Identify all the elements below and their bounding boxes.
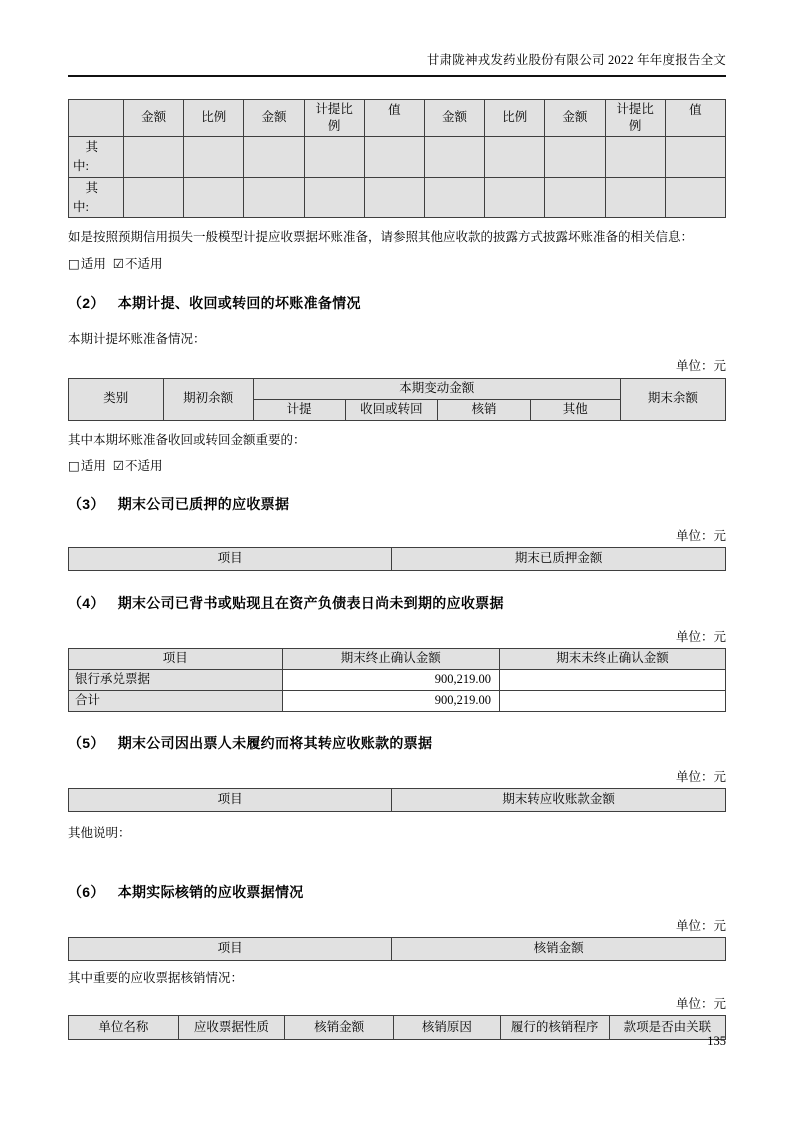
section-6-heading bbox=[68, 882, 726, 902]
amount-cell: 900,219.00 bbox=[282, 669, 499, 690]
table-header-row bbox=[69, 1015, 726, 1039]
table-cell bbox=[244, 137, 304, 178]
table-cell bbox=[304, 177, 364, 218]
report-header-title: 甘肃陇神戎发药业股份有限公司 2022 年年度报告全文 bbox=[68, 50, 726, 77]
section-title: 期末公司因出票人未履约而将其转应收账款的票据 bbox=[117, 734, 433, 751]
section-number: （3） bbox=[68, 495, 105, 512]
row-label-cell: 其中: bbox=[69, 137, 124, 178]
table-cell bbox=[545, 137, 605, 178]
unit-label: 单位：元 bbox=[675, 996, 726, 1011]
column-header: 计提比例 bbox=[605, 100, 665, 137]
option-label: 适用 bbox=[80, 458, 106, 473]
column-header: 计提 bbox=[253, 399, 345, 420]
column-header: 期初余额 bbox=[163, 378, 253, 420]
section-title: 期末公司已背书或贴现且在资产负债表日尚未到期的应收票据 bbox=[117, 594, 504, 611]
table-row bbox=[69, 690, 726, 711]
checkbox-checked-icon: ☑ bbox=[112, 457, 125, 473]
column-header: 金额 bbox=[124, 100, 184, 137]
section-number: （4） bbox=[68, 594, 105, 611]
column-header: 期末终止确认金额 bbox=[282, 648, 499, 669]
amount-cell bbox=[499, 690, 725, 711]
table-cell bbox=[184, 137, 244, 178]
section-5-heading bbox=[68, 733, 726, 753]
bad-debt-model-note: 如是按照预期信用损失一般模型计提应收票据坏账准备，请参照其他应收款的披露方式披露坏账准备的相关信息： bbox=[68, 230, 694, 245]
table-cell bbox=[485, 177, 545, 218]
option-label: 不适用 bbox=[125, 256, 163, 271]
table-cell bbox=[124, 137, 184, 178]
column-header: 值 bbox=[364, 100, 424, 137]
row-label-cell: 银行承兑票据 bbox=[69, 669, 283, 690]
column-header: 期末未终止确认金额 bbox=[499, 648, 725, 669]
row-label-cell: 其中: bbox=[69, 177, 124, 218]
column-header: 金额 bbox=[424, 100, 484, 137]
column-header: 期末已质押金额 bbox=[392, 547, 726, 570]
section-title: 本期实际核销的应收票据情况 bbox=[117, 883, 304, 900]
table-cell bbox=[605, 137, 665, 178]
column-header: 金额 bbox=[244, 100, 304, 137]
unit-label: 单位：元 bbox=[675, 358, 726, 373]
table-cell bbox=[665, 177, 725, 218]
column-header: 期末转应收账款金额 bbox=[392, 788, 726, 811]
section-number: （6） bbox=[68, 883, 105, 900]
other-notes-label: 其他说明： bbox=[68, 825, 131, 840]
table-cell bbox=[364, 177, 424, 218]
table-header-row bbox=[69, 100, 726, 137]
table-header-row bbox=[69, 788, 726, 811]
column-header: 核销原因 bbox=[394, 1015, 500, 1039]
table-cell bbox=[124, 177, 184, 218]
table-header-row bbox=[69, 378, 726, 399]
section-number: （2） bbox=[68, 294, 105, 311]
column-header: 应收票据性质 bbox=[178, 1015, 284, 1039]
table-row bbox=[69, 177, 726, 218]
column-header: 计提比例 bbox=[304, 100, 364, 137]
table-header-row bbox=[69, 937, 726, 960]
unit-label: 单位：元 bbox=[675, 769, 726, 784]
option-not-applicable bbox=[113, 459, 163, 473]
column-header: 期末余额 bbox=[620, 378, 725, 420]
bad-debt-provision-continuation-table bbox=[68, 99, 726, 218]
column-header: 金额 bbox=[545, 100, 605, 137]
checkbox-checked-icon: ☑ bbox=[112, 255, 125, 271]
column-header: 款项是否由关联 bbox=[609, 1015, 725, 1039]
column-header: 单位名称 bbox=[69, 1015, 179, 1039]
writeoff-detail-table bbox=[68, 1015, 726, 1040]
column-header: 比例 bbox=[184, 100, 244, 137]
column-header: 值 bbox=[665, 100, 725, 137]
unit-label: 单位：元 bbox=[675, 918, 726, 933]
transferred-to-receivables-table bbox=[68, 788, 726, 812]
endorsed-discounted-notes-table bbox=[68, 648, 726, 712]
option-label: 不适用 bbox=[125, 458, 163, 473]
column-header: 类别 bbox=[69, 378, 164, 420]
column-header: 项目 bbox=[69, 547, 392, 570]
section-title: 期末公司已质押的应收票据 bbox=[117, 495, 290, 512]
table-header-row bbox=[69, 648, 726, 669]
section-4-heading bbox=[68, 593, 726, 613]
section-2-heading bbox=[68, 293, 726, 313]
page-number: 135 bbox=[707, 1034, 726, 1048]
section-number: （5） bbox=[68, 734, 105, 751]
checkbox-unchecked-icon: □ bbox=[68, 255, 80, 271]
section-3-heading bbox=[68, 494, 726, 514]
option-applicable bbox=[68, 459, 106, 473]
column-header: 比例 bbox=[485, 100, 545, 137]
section-2-intro: 本期计提坏账准备情况： bbox=[68, 331, 206, 346]
table-cell bbox=[545, 177, 605, 218]
table-cell bbox=[364, 137, 424, 178]
table-cell bbox=[184, 177, 244, 218]
written-off-notes-table bbox=[68, 937, 726, 961]
table-row bbox=[69, 137, 726, 178]
provision-change-table bbox=[68, 378, 726, 421]
table-cell bbox=[304, 137, 364, 178]
option-applicable bbox=[68, 257, 106, 271]
column-header: 收回或转回 bbox=[345, 399, 438, 420]
column-header: 项目 bbox=[69, 788, 392, 811]
applicability-line bbox=[68, 254, 726, 272]
table-header-row bbox=[69, 547, 726, 570]
table-row bbox=[69, 669, 726, 690]
applicability-line bbox=[68, 456, 726, 474]
pledged-notes-table bbox=[68, 547, 726, 571]
table-cell bbox=[424, 137, 484, 178]
table-cell bbox=[424, 177, 484, 218]
column-header-group: 本期变动金额 bbox=[253, 378, 620, 399]
column-header: 履行的核销程序 bbox=[500, 1015, 609, 1039]
table-cell bbox=[485, 137, 545, 178]
row-label-cell: 合计 bbox=[69, 690, 283, 711]
column-header: 核销 bbox=[438, 399, 531, 420]
column-header: 其他 bbox=[530, 399, 620, 420]
table-cell bbox=[244, 177, 304, 218]
recovery-significance-note: 其中本期坏账准备收回或转回金额重要的： bbox=[68, 432, 306, 447]
column-header: 核销金额 bbox=[285, 1015, 394, 1039]
option-label: 适用 bbox=[80, 256, 106, 271]
column-header bbox=[69, 100, 124, 137]
column-header: 核销金额 bbox=[392, 937, 726, 960]
amount-cell: 900,219.00 bbox=[282, 690, 499, 711]
important-writeoff-note: 其中重要的应收票据核销情况： bbox=[68, 970, 244, 985]
option-not-applicable bbox=[113, 257, 163, 271]
table-cell bbox=[665, 137, 725, 178]
section-title: 本期计提、收回或转回的坏账准备情况 bbox=[117, 294, 361, 311]
checkbox-unchecked-icon: □ bbox=[68, 457, 80, 473]
unit-label: 单位：元 bbox=[675, 629, 726, 644]
column-header: 项目 bbox=[69, 648, 283, 669]
unit-label: 单位：元 bbox=[675, 528, 726, 543]
amount-cell bbox=[499, 669, 725, 690]
table-cell bbox=[605, 177, 665, 218]
column-header: 项目 bbox=[69, 937, 392, 960]
